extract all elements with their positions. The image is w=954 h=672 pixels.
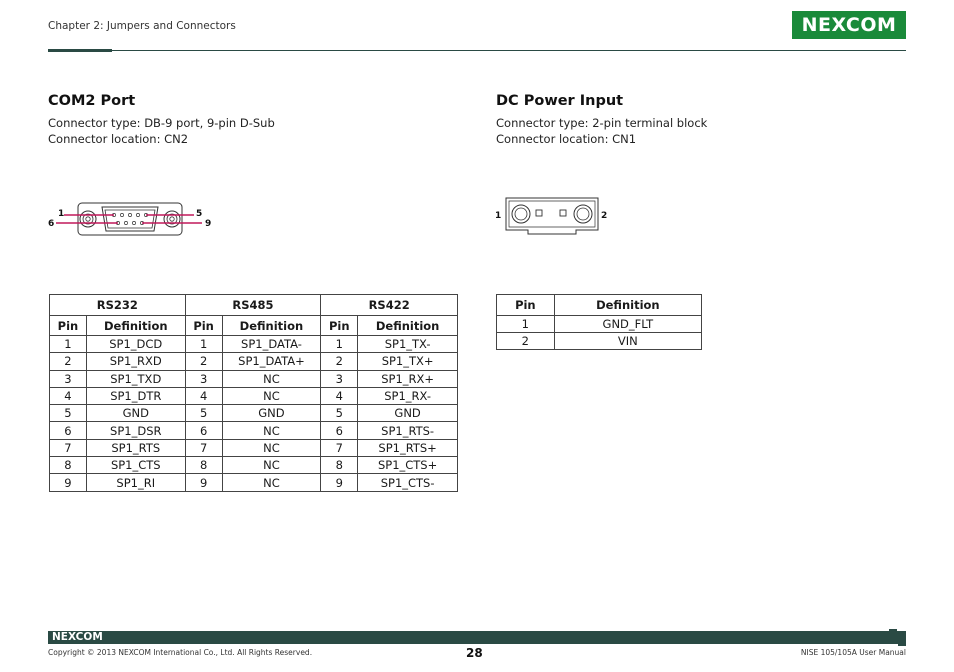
db9-pin-label-5: 5 [196,209,203,219]
com2-title: COM2 Port [48,93,136,109]
definition-cell: NC [222,439,321,456]
definition-cell: SP1_DTR [86,387,185,404]
pin-cell: 5 [185,405,222,422]
group-header-rs232: RS232 [50,295,186,316]
definition-cell: GND [358,405,458,422]
col-header-definition: Definition [86,316,185,336]
pin-cell: 5 [50,405,87,422]
definition-cell: SP1_CTS [86,457,185,474]
group-header-rs422: RS422 [321,295,458,316]
definition-cell: SP1_RX+ [358,370,458,387]
definition-cell: SP1_TXD [86,370,185,387]
footer-bar [48,631,906,644]
definition-cell: GND [86,405,185,422]
table-row [50,405,458,422]
definition-cell: NC [222,370,321,387]
terminal-block-diagram [504,196,600,236]
pin-cell: 2 [50,353,87,370]
col-header-pin: Pin [185,316,222,336]
definition-cell: SP1_TX- [358,336,458,353]
pin-cell: 4 [50,387,87,404]
pin-cell: 2 [321,353,358,370]
db9-pin-label-6: 6 [48,219,55,229]
pin-cell: 9 [185,474,222,491]
dc-pin-table [496,294,702,350]
pin-cell: 9 [50,474,87,491]
definition-cell: NC [222,387,321,404]
com2-pin-table [49,294,458,492]
definition-cell: SP1_CTS- [358,474,458,491]
definition-cell: SP1_DATA+ [222,353,321,370]
pin-cell: 8 [50,457,87,474]
pin-cell: 1 [321,336,358,353]
pin-cell: 2 [185,353,222,370]
table-row [50,387,458,404]
definition-cell: SP1_RI [86,474,185,491]
table-row [50,474,458,491]
pin-cell: 5 [321,405,358,422]
definition-cell: SP1_DATA- [222,336,321,353]
pin-cell: 6 [50,422,87,439]
pin-cell: 8 [321,457,358,474]
table-row [50,422,458,439]
dc-location: Connector location: CN1 [496,132,637,146]
definition-cell: SP1_RTS+ [358,439,458,456]
definition-cell: SP1_RTS- [358,422,458,439]
db9-pin-label-9: 9 [205,219,212,229]
pin-cell: 1 [497,316,555,333]
col-header-definition: Definition [554,295,701,316]
definition-cell: SP1_DSR [86,422,185,439]
com2-type: Connector type: DB-9 port, 9-pin D-Sub [48,116,275,130]
pin-cell: 2 [497,333,555,350]
table-row [50,370,458,387]
db9-pin-label-1: 1 [58,209,65,219]
definition-cell: SP1_RTS [86,439,185,456]
pin-cell: 8 [185,457,222,474]
table-row [50,439,458,456]
db9-connector-icon [46,196,216,242]
pin-cell: 3 [50,370,87,387]
manual-name: NISE 105/105A User Manual [800,648,906,657]
definition-cell: SP1_RXD [86,353,185,370]
footer-logo: NEXCOM [52,631,103,643]
group-header-rs485: RS485 [185,295,321,316]
dc-type: Connector type: 2-pin terminal block [496,116,708,130]
definition-cell: GND_FLT [554,316,701,333]
table-row [50,336,458,353]
pin-cell: 3 [321,370,358,387]
chapter-title: Chapter 2: Jumpers and Connectors [48,20,236,32]
pin-cell: 7 [185,439,222,456]
terminal-block-icon [504,196,600,236]
definition-cell: SP1_RX- [358,387,458,404]
table-row [50,457,458,474]
page-number: 28 [466,646,483,660]
definition-cell: SP1_DCD [86,336,185,353]
definition-cell: SP1_TX+ [358,353,458,370]
header-divider [112,50,906,51]
footer-square-icon [889,629,897,637]
terminal-pin-label-1: 1 [495,211,502,221]
pin-cell: 4 [185,387,222,404]
definition-cell: NC [222,457,321,474]
definition-cell: NC [222,422,321,439]
pin-cell: 9 [321,474,358,491]
table-row [497,333,702,350]
nexcom-logo [792,11,906,39]
definition-cell: GND [222,405,321,422]
table-row [50,353,458,370]
pin-cell: 3 [185,370,222,387]
table-row [497,316,702,333]
copyright-text: Copyright © 2013 NEXCOM International Co., Ltd. All Rights Reserved. [48,648,313,657]
pin-cell: 7 [321,439,358,456]
com2-location: Connector location: CN2 [48,132,189,146]
dc-title: DC Power Input [496,93,624,109]
col-header-pin: Pin [497,295,555,316]
logo-text: NEXCOM [801,14,897,36]
pin-cell: 6 [185,422,222,439]
col-header-pin: Pin [50,316,87,336]
pin-cell: 1 [50,336,87,353]
pin-cell: 6 [321,422,358,439]
header-accent-bar [48,49,112,52]
pin-cell: 7 [50,439,87,456]
col-header-definition: Definition [222,316,321,336]
definition-cell: VIN [554,333,701,350]
pin-cell: 4 [321,387,358,404]
col-header-pin: Pin [321,316,358,336]
footer-square-icon [898,638,906,646]
col-header-definition: Definition [358,316,458,336]
definition-cell: SP1_CTS+ [358,457,458,474]
db9-connector-diagram [46,196,216,242]
terminal-pin-label-2: 2 [601,211,608,221]
definition-cell: NC [222,474,321,491]
pin-cell: 1 [185,336,222,353]
